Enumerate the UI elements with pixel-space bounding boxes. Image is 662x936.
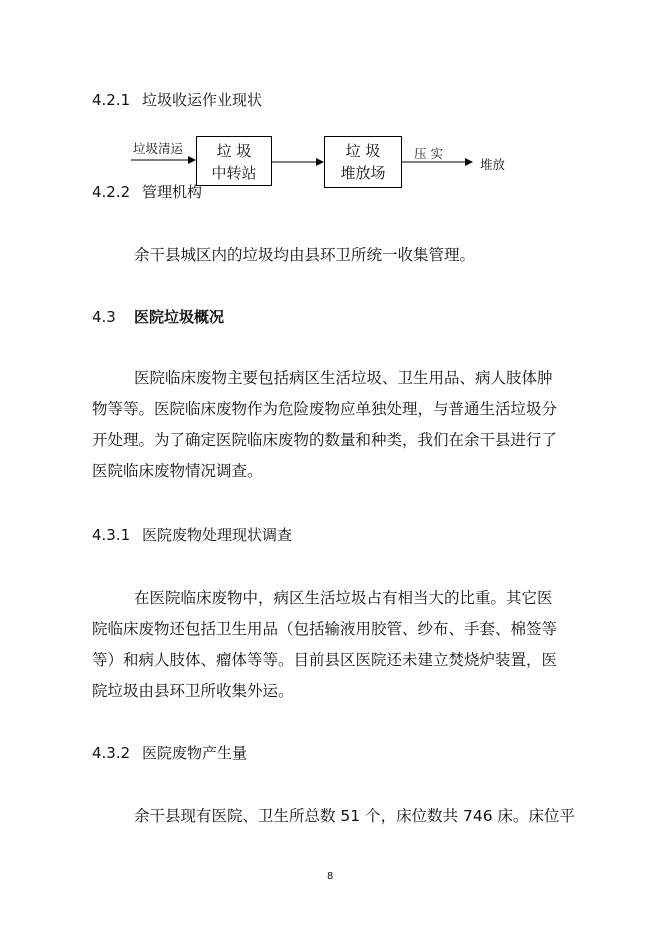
section-title: 管理机构 xyxy=(142,183,203,201)
paragraph-hospital-overview xyxy=(92,363,562,487)
box-line: 垃 圾 xyxy=(345,142,381,160)
flow-box-transfer-station xyxy=(196,136,272,186)
section-number: 4.2.2 xyxy=(92,183,131,201)
paragraph-line: 开处理。为了确定医院临床废物的数量和种类，我们在余干县进行了 xyxy=(92,431,558,449)
flow-output-label: 堆放 xyxy=(480,157,506,172)
section-number: 4.3 xyxy=(92,308,116,326)
paragraph-line: 医院临床废物情况调查。 xyxy=(92,462,263,480)
flow-input-label: 垃圾清运 xyxy=(133,141,184,156)
box-line: 中转站 xyxy=(211,164,257,182)
section-title: 医院垃圾概况 xyxy=(134,308,225,326)
section-number: 4.3.2 xyxy=(92,744,131,762)
page-number: 8 xyxy=(327,871,334,882)
paragraph-line: 等）和病人肢体、瘤体等等。目前县区医院还未建立焚烧炉装置，医 xyxy=(92,651,558,669)
paragraph-line: 医院临床废物主要包括病区生活垃圾、卫生用品、病人肢体肿 xyxy=(134,369,553,387)
flow-compact-label: 压 实 xyxy=(414,146,443,161)
box-line: 堆放场 xyxy=(340,164,386,182)
paragraph-line: 在医院临床废物中，病区生活垃圾占有相当大的比重。其它医 xyxy=(134,589,553,607)
section-heading-4-2-2 xyxy=(92,183,202,201)
paragraph-treatment-status xyxy=(92,583,562,707)
paragraph-line: 院垃圾由县环卫所收集外运。 xyxy=(92,682,294,700)
box-line: 垃 圾 xyxy=(216,142,252,160)
paragraph-management xyxy=(134,240,574,271)
paragraph-line: 余干县城区内的垃圾均由县环卫所统一收集管理。 xyxy=(134,246,476,264)
section-heading-4-3-1 xyxy=(92,526,292,544)
section-heading-4-3-2 xyxy=(92,744,247,762)
paragraph-line: 余干县现有医院、卫生所总数 51 个，床位数共 746 床。床位平 xyxy=(134,807,576,825)
section-number: 4.3.1 xyxy=(92,526,131,544)
section-heading-4-3 xyxy=(92,308,224,326)
section-title: 医院废物处理现状调查 xyxy=(142,526,293,544)
paragraph-generation xyxy=(134,801,574,832)
section-title: 垃圾收运作业现状 xyxy=(142,91,263,109)
paragraph-line: 物等等。医院临床废物作为危险废物应单独处理，与普通生活垃圾分 xyxy=(92,400,558,418)
flow-box-dump-site xyxy=(324,136,402,188)
section-number: 4.2.1 xyxy=(92,91,131,109)
paragraph-line: 院临床废物还包括卫生用品（包括输液用胶管、纱布、手套、棉签等 xyxy=(92,620,558,638)
section-title: 医院废物产生量 xyxy=(142,744,248,762)
